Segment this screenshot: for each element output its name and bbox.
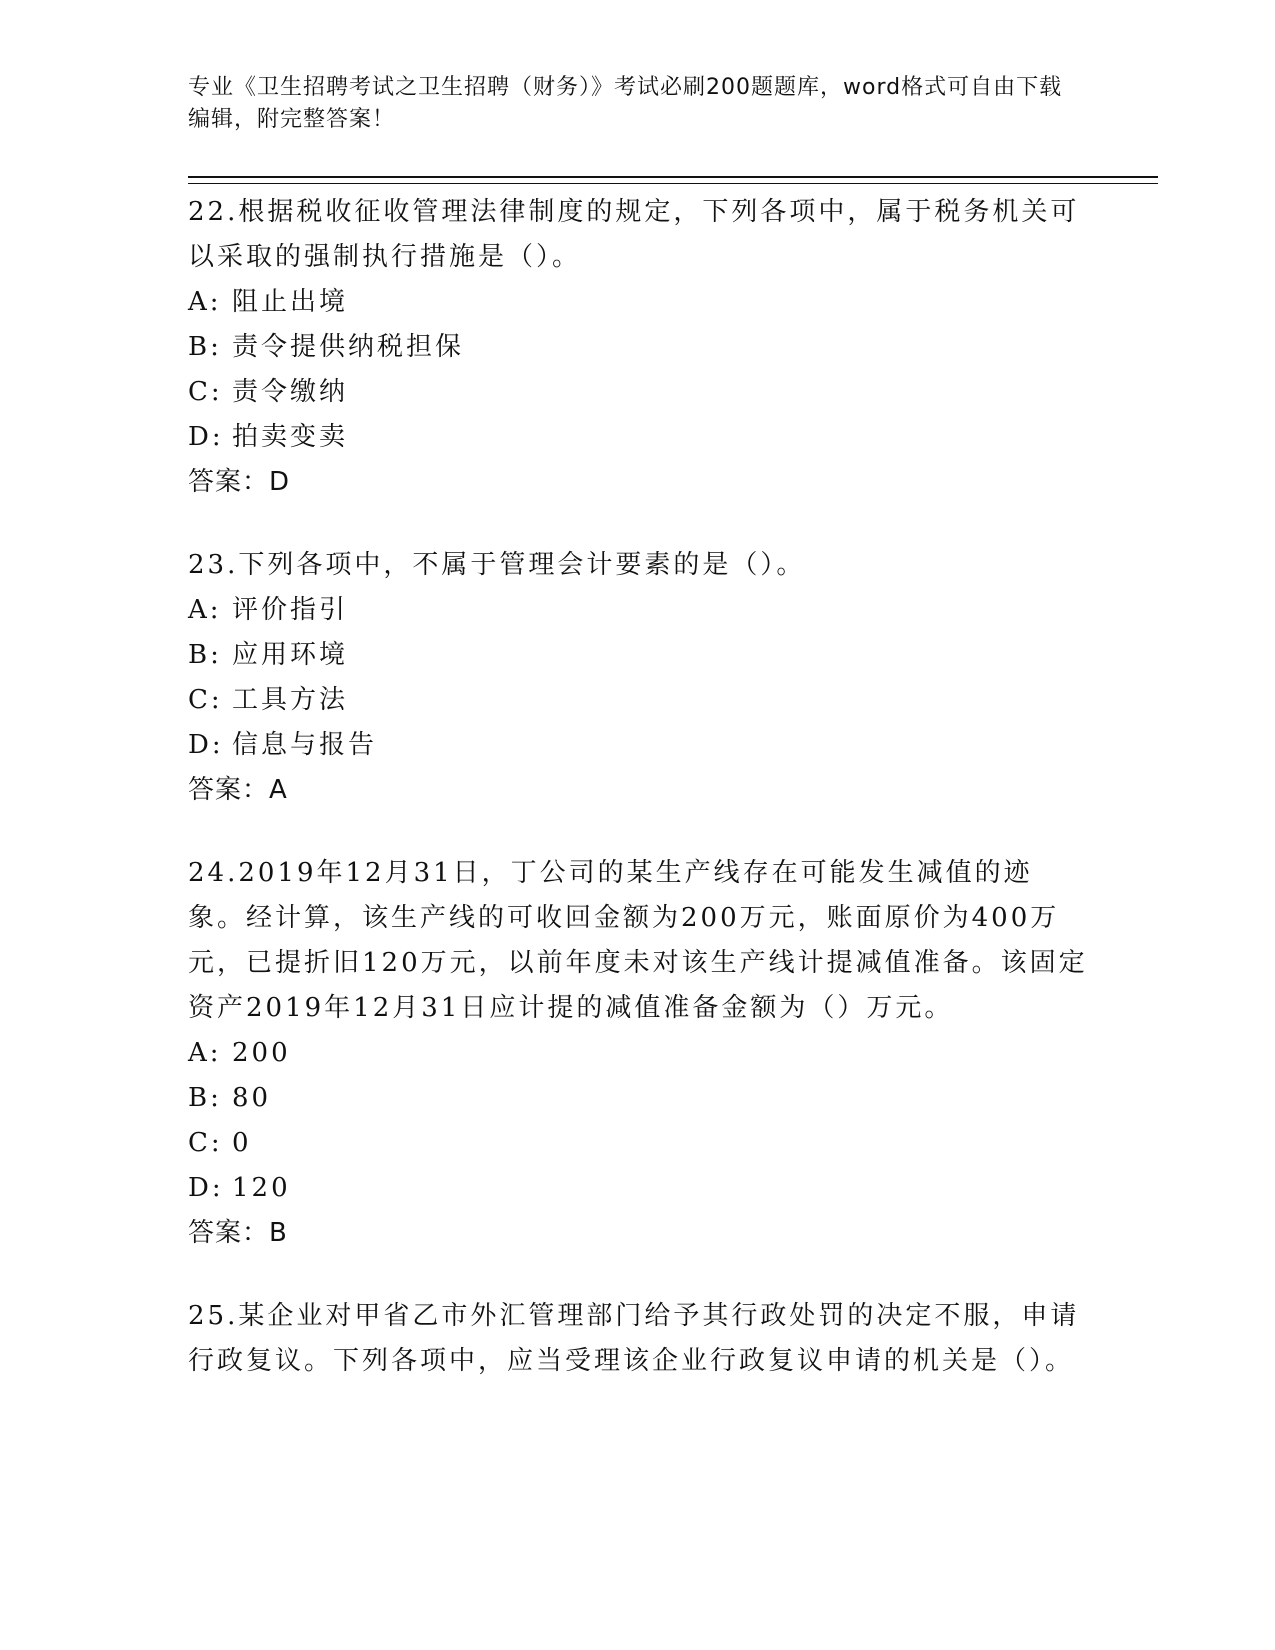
option-key: B: <box>188 1083 222 1113</box>
question-stem: 24.2019年12月31日，丁公司的某生产线存在可能发生减值的迹象。经计算，该生产线的可收回金额为200万元，账面原价为400万元，已提折旧120万元，以前年度未对该生产线计提减值准备。该固定资产2019年12月31日应计提的减值准备金额为（）万元。 <box>188 858 1088 1023</box>
option-c <box>188 678 1088 723</box>
option-key: C: <box>188 1128 223 1158</box>
option-text: 评价指引 <box>232 595 349 625</box>
option-text: 责令提供纳税担保 <box>232 332 465 362</box>
option-text: 信息与报告 <box>232 730 378 760</box>
option-key: A: <box>188 287 222 317</box>
option-key: B: <box>188 640 222 670</box>
option-b <box>188 325 1088 370</box>
option-text: 0 <box>232 1128 252 1158</box>
header-divider-thick <box>188 176 1158 178</box>
option-c <box>188 370 1088 415</box>
option-b <box>188 633 1088 678</box>
option-text: 工具方法 <box>232 685 349 715</box>
question-stem: 23.下列各项中，不属于管理会计要素的是（）。 <box>188 550 806 580</box>
option-key: A: <box>188 595 222 625</box>
option-text: 拍卖变卖 <box>232 422 349 452</box>
option-key: A: <box>188 1038 222 1068</box>
question-24 <box>188 851 1088 1256</box>
option-a <box>188 588 1088 633</box>
answer-label: 答案：A <box>188 775 288 805</box>
option-text: 应用环境 <box>232 640 349 670</box>
question-23 <box>188 543 1088 813</box>
option-key: D: <box>188 422 224 452</box>
option-key: D: <box>188 1173 224 1203</box>
question-22 <box>188 190 1088 505</box>
answer-label: 答案：D <box>188 467 291 497</box>
option-key: D: <box>188 730 224 760</box>
option-d <box>188 723 1088 768</box>
option-text: 责令缴纳 <box>232 377 349 407</box>
option-text: 120 <box>232 1173 291 1203</box>
question-25 <box>188 1294 1088 1384</box>
question-list <box>188 190 1088 1422</box>
option-key: C: <box>188 377 223 407</box>
option-d <box>188 1166 1088 1211</box>
option-text: 80 <box>232 1083 272 1113</box>
option-text: 阻止出境 <box>232 287 349 317</box>
question-stem: 22.根据税收征收管理法律制度的规定，下列各项中，属于税务机关可以采取的强制执行措施是（）。 <box>188 197 1080 272</box>
document-header: 专业《卫生招聘考试之卫生招聘（财务）》考试必刷200题题库，word格式可自由下载编辑，附完整答案！ <box>188 75 1063 132</box>
question-stem: 25.某企业对甲省乙市外汇管理部门给予其行政处罚的决定不服，申请行政复议。下列各项中，应当受理该企业行政复议申请的机关是（）。 <box>188 1301 1080 1376</box>
option-a <box>188 280 1088 325</box>
header-divider-thin <box>188 183 1158 184</box>
option-key: B: <box>188 332 222 362</box>
option-text: 200 <box>232 1038 291 1068</box>
option-c <box>188 1121 1088 1166</box>
option-b <box>188 1076 1088 1121</box>
option-d <box>188 415 1088 460</box>
option-key: C: <box>188 685 223 715</box>
answer-label: 答案：B <box>188 1218 288 1248</box>
option-a <box>188 1031 1088 1076</box>
